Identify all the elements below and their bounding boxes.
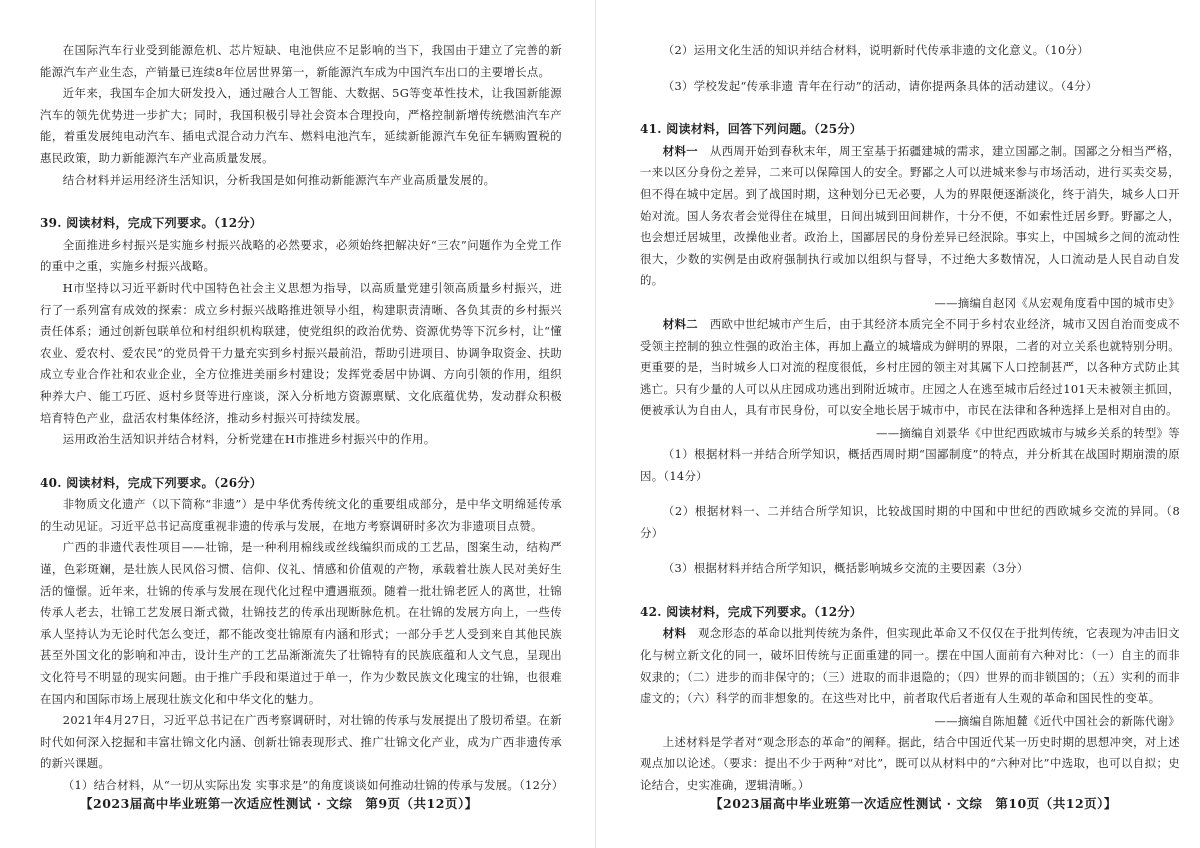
sub-question: （1）结合材料，从“一切从实际出发 实事求是”的角度谈谈如何推动壮锦的传承与发展。（12分） xyxy=(62,778,564,792)
sub-question: （3）根据材料并结合所学知识，概括影响城乡交流的主要因素（3分） xyxy=(662,561,1029,576)
material-paragraph: 全面推进乡村振兴是实施乡村振兴战略的必然要求，必须始终把解决好“三农”问题作为全党工作的重中之重，实施乡村振兴战略。 xyxy=(40,237,562,274)
material-source: ——摘编自赵冈《从宏观角度看中国的城市史》 xyxy=(934,295,1180,310)
material-label: 材料二 xyxy=(662,316,699,331)
material-paragraph: 广西的非遗代表性项目——壮锦，是一种利用棉线或丝线编织而成的工艺品，图案生动，结构严谨，色彩斑斓，是壮族人民风俗习惯、信仰、仪礼、情感和价值观的产物，承载着壮族人民对美好生活的憧憬。近年来，壮锦的传承与发展在现代化过程中遭遇瓶颈。随着一批壮锦老匠人的离世，壮锦传承人老去，壮锦工艺发展日渐式微，壮锦技艺的传承出现断脉危机。在壮锦的发展方向上，一些传承人坚持认为无论时代怎么变迁，都不能改变壮锦原有内涵和形式；一部分手艺人受到来自其他民族甚至外国文化的影响和冲击，设计生产的工艺品渐渐流失了壮锦特有的民族底蕴和人文气息，呈现出文化符号不明显的现实问题。由于推广手段和渠道过于单一，作为少数民族文化瑰宝的壮锦，也很难在国内和国际市场上展现壮族文化和中华文化的魅力。 xyxy=(40,540,562,706)
material-paragraph xyxy=(640,623,1180,709)
left-page xyxy=(0,0,590,848)
material-paragraph: 非物质文化遗产（以下简称“非遗”）是中华优秀传统文化的重要组成部分，是中华文明绵延传承的生动见证。习近平总书记高度重视非遗的传承与发展，在地方考察调研时多次为非遗项目点赞。 xyxy=(40,497,562,533)
material-text: 观念形态的革命以批判传统为条件，但实现此革命又不仅仅在于批判传统，它表现为冲击旧文化与树立新文化的同一，破坏旧传统与正面重建的同一。摆在中国人面前有六种对比：（一）自主的而非奴隶的；（二）进步的而非保守的；（三）进取的而非退隐的；（四）世界的而非锁国的；（五）实利的而非虚文的；（六）科学的而非想象的。在这些对比中，前者取代后者逝有人生观的革命和国民性的变革。 xyxy=(640,626,1180,706)
sub-question: （1）根据材料一并结合所学知识，概括西周时期“国鄙制度”的特点，并分析其在战国时期崩溃的原因。（14分） xyxy=(640,446,1180,483)
material-paragraph xyxy=(640,141,1180,292)
material-source: ——摘编自陈旭麓《近代中国社会的新陈代谢》 xyxy=(934,713,1180,728)
material-paragraph: 2021年4月27日，习近平总书记在广西考察调研时，对壮锦的传承与发展提出了殷切希望。在新时代如何深入挖掘和丰富壮锦文化内涵、创新壮锦表现形式、推广壮锦文化产业，成为广西非遗传承的新兴课题。 xyxy=(40,713,562,771)
question-39-heading: 39. 阅读材料，完成下列要求。（12分） xyxy=(40,216,263,231)
page-divider xyxy=(595,0,596,848)
material-label: 材料 xyxy=(662,626,687,641)
question-42-heading: 42. 阅读材料，完成下列要求。（12分） xyxy=(640,604,863,619)
page-footer: 【2023届高中毕业班第一次适应性测试 · 文综 第10页（共12页）】 xyxy=(710,796,1117,811)
right-page xyxy=(600,0,1200,848)
question-task: 运用政治生活知识并结合材料，分析党建在H市推进乡村振兴中的作用。 xyxy=(62,432,436,447)
question-41-heading: 41. 阅读材料，回答下列问题。（25分） xyxy=(640,122,863,137)
material-paragraph xyxy=(640,314,1180,422)
material-paragraph: 近年来，我国车企加大研发投入，通过融合人工智能、大数据、5G等变革性技术，让我国新能源汽车的领先优势进一步扩大；同时，我国积极引导社会资本合理投向，严格控制新增传统燃油汽车产能，着重发展纯电动汽车、插电式混合动力汽车、燃料电池汽车，延续新能源汽车免征车辆购置税的惠民政策，助力新能源汽车产业高质量发展。 xyxy=(40,86,562,165)
page-footer: 【2023届高中毕业班第一次适应性测试 · 文综 第9页（共12页）】 xyxy=(80,796,478,811)
material-paragraph: H市坚持以习近平新时代中国特色社会主义思想为指导，以高质量党建引领高质量乡村振兴，进行了一系列富有成效的探索：成立乡村振兴战略推进领导小组，构建职责清晰、各负其责的乡村振兴责任体系；通过创新包联单位和村组织机构联建，使党组织的政治优势、资源优势等下沉乡村，让“懂农业、爱农村、爱农民”的党员骨干力量充实到乡村振兴最前沿，帮助引进项目、协调争取资金、扶助成立专业合作社和农业企业，全方位推进美丽乡村建设；发挥党委居中协调、方向引领的作用，组织种养大户、能工巧匠、返村乡贤等进行座谈，深入分析地方资源禀赋、文化底蕴优势，发动群众积极培育特色产业，盘活农村集体经济，推动乡村振兴可持续发展。 xyxy=(40,280,562,425)
question-task: 上述材料是学者对“观念形态的革命”的阐释。据此，结合中国近代某一历史时期的思想冲突，对上述观点加以论述。（要求：提出不少于两种“对比”，既可以从材料中的“六种对比”中选取，也可以自拟；史论结合，史实准确，逻辑清晰。） xyxy=(640,734,1180,793)
material-text: 从西周开始到春秋末年，周王室基于拓疆建城的需求，建立国鄙之制。国鄙之分相当严格，一来以区分身份之差异，二来可以保障国人的安全。野鄙之人可以进城来参与市场活动，进行买卖交易，但不得在城中定居。到了战国时期，这种划分已无必要，人为的界限便逐渐淡化，终于消失，城乡人口开始对流。国人务农者会觉得住在城里，日间出城到田间耕作，十分不便，不如索性迁居乡野。野鄙之人，也会想迁居城里，改操他业者。政治上，国鄙居民的身份差异已经泯除。事实上，中国城乡之间的流动性很大，少数的实例是由政府强制执行或加以组织与督导，不过绝大多数情况，人口流动是人民自动自发的。 xyxy=(640,143,1180,288)
sub-question: （2）运用文化生活的知识并结合材料，说明新时代传承非遗的文化意义。（10分） xyxy=(662,43,1089,57)
question-40-heading: 40. 阅读材料，完成下列要求。（26分） xyxy=(40,475,263,490)
material-source: ——摘编自刘景华《中世纪西欧城市与城乡关系的转型》等 xyxy=(876,425,1180,440)
material-label: 材料一 xyxy=(662,143,699,158)
material-text: 西欧中世纪城市产生后，由于其经济本质完全不同于乡村农业经济，城市又因自治而变成不受领主控制的独立性强的政治主体，再加上矗立的城墙成为鲜明的界限，二者的对立关系也就特别分明。更重要的是，当时城乡人口对流的程度很低，乡村庄园的领主对其属下人口控制甚严，以各种方式防止其逃亡。只有少量的人可以从庄园成功逃出到附近城市。庄园之人在逃至城市后经过101天未被领主抓回，便被承认为自由人，具有市民身份，可以安全地长居于城市中，市民在法律和各种选择上是相对自由的。 xyxy=(640,316,1180,418)
material-paragraph: 在国际汽车行业受到能源危机、芯片短缺、电池供应不足影响的当下，我国由于建立了完善的新能源汽车产业生态，产销量已连续8年位居世界第一，新能源汽车成为中国汽车出口的主要增长点。 xyxy=(40,43,562,79)
sub-question: （2）根据材料一、二并结合所学知识，比较战国时期的中国和中世纪的西欧城乡交流的异同。（8分） xyxy=(640,504,1180,540)
question-task: 结合材料并运用经济生活知识，分析我国是如何推动新能源汽车产业高质量发展的。 xyxy=(62,172,496,187)
sub-question: （3）学校发起“传承非遗 青年在行动”的活动，请你提两条具体的活动建议。（4分） xyxy=(662,78,1098,93)
